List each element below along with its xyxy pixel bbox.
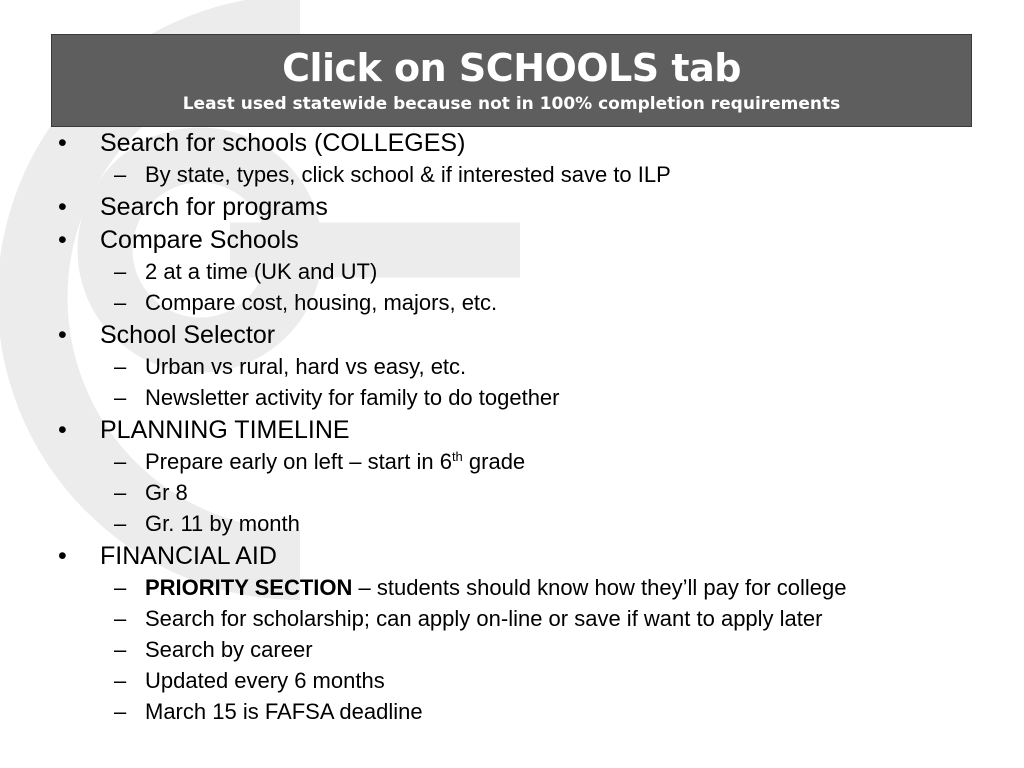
sub-list-item-text: Search by career (145, 637, 313, 662)
priority-description: – students should know how they’ll pay for college (352, 575, 847, 600)
slide-subtitle: Least used statewide because not in 100% completion requirements (182, 94, 841, 114)
list-item (0, 540, 1024, 573)
dash-marker: – (114, 162, 127, 187)
bullet-marker: • (58, 542, 67, 570)
dash-marker: – (114, 480, 127, 505)
sub-list-item-text: 2 at a time (UK and UT) (145, 259, 378, 284)
sub-list-item-text: Updated every 6 months (145, 668, 385, 693)
bullet-marker: • (58, 193, 67, 221)
sub-list-item-text: By state, types, click school & if interested save to ILP (145, 162, 671, 187)
sub-list-item (0, 383, 1024, 414)
list-item-text: PLANNING TIMELINE (100, 416, 350, 444)
dash-marker: – (114, 354, 127, 379)
dash-marker: – (114, 699, 127, 724)
sub-list-item (0, 697, 1024, 728)
list-item-text: FINANCIAL AID (100, 542, 277, 570)
dash-marker: – (114, 290, 127, 315)
sub-list-item-text: Gr. 11 by month (145, 511, 300, 536)
bullet-list (0, 127, 1024, 728)
sub-list-item-text: Compare cost, housing, majors, etc. (145, 290, 498, 315)
list-item (0, 414, 1024, 447)
dash-marker: – (114, 668, 127, 693)
sub-list-item-text (145, 575, 846, 600)
timeline-text-start: Prepare early on left – start in 6 (145, 449, 452, 474)
sub-list-item-text: Search for scholarship; can apply on-line or save if want to apply later (145, 606, 823, 631)
sub-list-item-text: March 15 is FAFSA deadline (145, 699, 423, 724)
dash-marker: – (114, 385, 127, 410)
sub-list-item (0, 447, 1024, 478)
sub-list-item (0, 478, 1024, 509)
sub-list-item (0, 257, 1024, 288)
sub-list-item (0, 160, 1024, 191)
sub-list-item (0, 604, 1024, 635)
dash-marker: – (114, 259, 127, 284)
list-item (0, 191, 1024, 224)
sub-list-item-text: Gr 8 (145, 480, 188, 505)
ordinal-suffix: th (451, 449, 463, 464)
list-item-text: Search for schools (COLLEGES) (100, 129, 466, 157)
sub-list-item-text: Urban vs rural, hard vs easy, etc. (145, 354, 467, 379)
sub-list-item (0, 509, 1024, 540)
bullet-marker: • (58, 129, 67, 157)
sub-list-item (0, 635, 1024, 666)
sub-list-item (0, 288, 1024, 319)
list-item-text: School Selector (100, 321, 276, 349)
sub-list-item-text (145, 449, 525, 474)
dash-marker: – (114, 575, 127, 600)
dash-marker: – (114, 449, 127, 474)
sub-list-item (0, 666, 1024, 697)
sub-list-item (0, 352, 1024, 383)
priority-label: PRIORITY SECTION (145, 575, 353, 600)
list-item (0, 224, 1024, 257)
list-item (0, 319, 1024, 352)
bullet-marker: • (58, 321, 67, 349)
list-item (0, 127, 1024, 160)
slide-title-box (51, 34, 972, 127)
dash-marker: – (114, 606, 127, 631)
list-item-text: Search for programs (100, 193, 328, 221)
sub-list-item (0, 573, 1024, 604)
sub-list-item-text: Newsletter activity for family to do together (145, 385, 560, 410)
timeline-text-end: grade (462, 449, 526, 474)
slide-title: Click on SCHOOLS tab (282, 46, 741, 90)
dash-marker: – (114, 637, 127, 662)
dash-marker: – (114, 511, 127, 536)
bullet-marker: • (58, 416, 67, 444)
list-item-text: Compare Schools (100, 226, 299, 254)
bullet-marker: • (58, 226, 67, 254)
